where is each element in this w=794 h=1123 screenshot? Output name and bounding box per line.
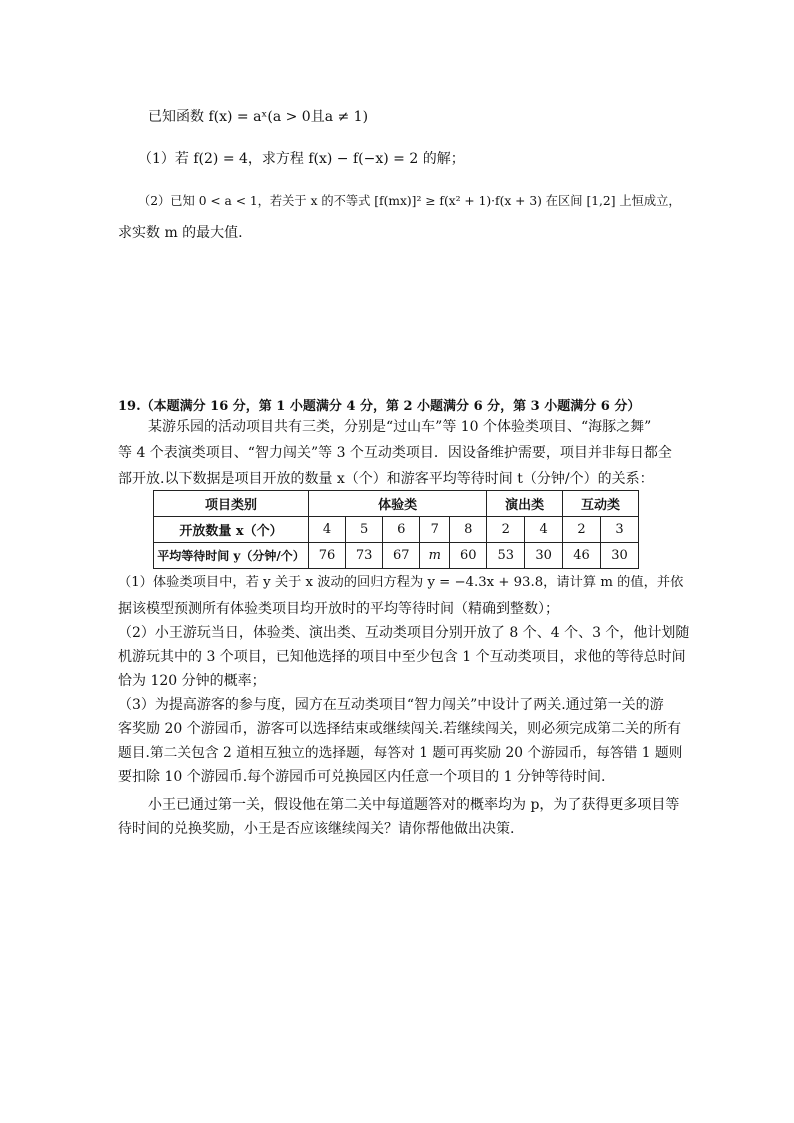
table-cell: 2 [487, 517, 525, 543]
table-row [154, 517, 639, 543]
q18-part1: （1）若 f(2) = 4，求方程 f(x) − f(−x) = 2 的解； [138, 151, 465, 167]
q19-para-line: 某游乐园的活动项目共有三类，分别是“过山车”等 10 个体验类项目、“海豚之舞” [148, 419, 652, 435]
q19-para-line: 部开放.以下数据是项目开放的数量 x（个）和游客平均等待时间 t（分钟/个）的关系： [118, 471, 654, 487]
table-cell: 8 [450, 517, 487, 543]
table-cell: m [420, 543, 450, 569]
table-cell: 7 [420, 517, 450, 543]
table-cell: 67 [383, 543, 420, 569]
q19-part-line: （1）体验类项目中，若 y 关于 x 波动的回归方程为 y = −4.3x + 93.8，请计算 m 的值，并依 [118, 575, 684, 590]
table-header-cell: 互动类 [563, 491, 639, 517]
q19-part-line: （3）为提高游客的参与度，园方在互动类项目“智力闯关”中设计了两关.通过第一关的游 [118, 697, 664, 713]
q19-part-line: 待时间的兑换奖励，小王是否应该继续闯关？请你帮他做出决策. [118, 821, 515, 837]
table-row-label: 开放数量 x（个） [154, 517, 309, 543]
q19-part-line: 客奖励 20 个游园币，游客可以选择结束或继续闯关.若继续闯关，则必须完成第二关的所有 [118, 721, 682, 737]
table-cell: 46 [563, 543, 601, 569]
table-cell: 30 [525, 543, 563, 569]
table-header-cell: 体验类 [309, 491, 487, 517]
table-cell: 2 [563, 517, 601, 543]
q18-part2-line1: （2）已知 0 < a < 1，若关于 x 的不等式 [f(mx)]² ≥ f(x² + 1)·f(x + 3) 在区间 [1,2] 上恒成立， [138, 194, 681, 208]
table-cell: 73 [346, 543, 383, 569]
q19-para-line: 等 4 个表演类项目、“智力闯关”等 3 个互动类项目．因设备维护需要，项目并非每日都全 [118, 445, 672, 461]
q19-part-line: 机游玩其中的 3 个项目，已知他选择的项目中至少包含 1 个互动类项目，求他的等待总时间 [118, 649, 686, 665]
q19-part-line: 题目.第二关包含 2 道相互独立的选择题，每答对 1 题可再奖励 20 个游园币，每答错 1 题则 [118, 745, 683, 761]
table-cell: 4 [525, 517, 563, 543]
table-cell: 53 [487, 543, 525, 569]
q19-part-line: 据该模型预测所有体验类项目均开放时的平均等待时间（精确到整数）； [118, 601, 559, 617]
q18-part2-line2: 求实数 m 的最大值. [118, 225, 243, 241]
table-cell: 76 [309, 543, 346, 569]
table-cell: 5 [346, 517, 383, 543]
table-header-cell: 演出类 [487, 491, 563, 517]
table-header-row [154, 491, 639, 517]
table-row [154, 543, 639, 569]
data-table [153, 490, 639, 569]
q19-part-line: 要扣除 10 个游园币.每个游园币可兑换园区内任意一个项目的 1 分钟等待时间. [118, 769, 606, 785]
q19-part-line: 恰为 120 分钟的概率； [118, 673, 266, 689]
q18-intro: 已知函数 f(x) = aˣ(a > 0且a ≠ 1) [148, 109, 369, 125]
table-cell: 60 [450, 543, 487, 569]
table-header-cell: 项目类别 [154, 491, 309, 517]
q19-heading: 19.（本题满分 16 分，第 1 小题满分 4 分，第 2 小题满分 6 分，第 3 小题满分 6 分） [118, 399, 641, 414]
table-cell: 4 [309, 517, 346, 543]
q19-part-line: （2）小王游玩当日，体验类、演出类、互动类项目分别开放了 8 个、4 个、3 个，他计划随 [118, 625, 690, 641]
table-cell: 6 [383, 517, 420, 543]
table-cell: 30 [600, 543, 638, 569]
table-row-label: 平均等待时间 y（分钟/个） [154, 543, 309, 569]
q19-part-line: 小王已通过第一关，假设他在第二关中每道题答对的概率均为 p，为了获得更多项目等 [148, 797, 680, 813]
table-cell: 3 [600, 517, 638, 543]
